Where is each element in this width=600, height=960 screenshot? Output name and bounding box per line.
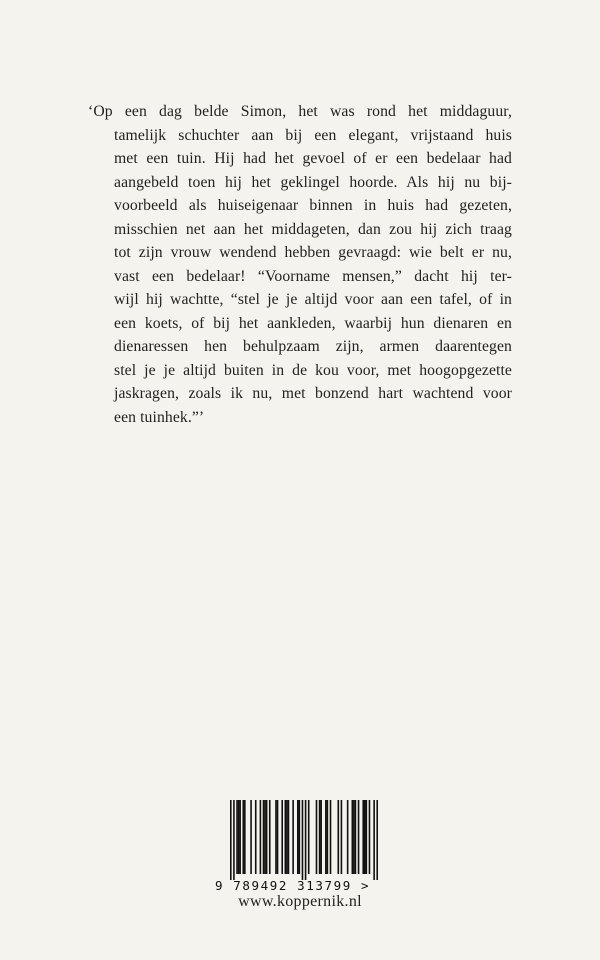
barcode-bar bbox=[239, 800, 241, 874]
blurb-line: vast een bedelaar! “Voorname mensen,” dacht hij ter- bbox=[114, 267, 512, 285]
barcode-bar bbox=[255, 800, 257, 874]
barcode-bars bbox=[230, 800, 378, 880]
blurb-line: met een tuin. Hij had het gevoel of er een bedelaar had bbox=[114, 150, 512, 167]
barcode-bar bbox=[305, 800, 307, 880]
blurb-line: voorbeeld als huiseigenaar binnen in huis had gezeten, bbox=[114, 197, 512, 214]
barcode-bar bbox=[238, 800, 240, 874]
publisher-website: www.koppernik.nl bbox=[238, 893, 362, 910]
barcode-bar bbox=[369, 800, 371, 874]
blurb-line: tamelijk schuchter aan bij een elegant, vrijstaand huis bbox=[114, 126, 512, 144]
blurb-line: een koets, of bij het aankleden, waarbij hun dienaren en bbox=[114, 314, 512, 332]
barcode-bar bbox=[260, 800, 262, 874]
barcode-bar bbox=[299, 800, 301, 874]
blurb-line: een tuinhek.”’ bbox=[114, 408, 205, 426]
barcode-bar bbox=[244, 800, 246, 874]
barcode-bar bbox=[275, 800, 277, 874]
barcode-bar bbox=[364, 800, 366, 874]
barcode-bar bbox=[269, 800, 271, 874]
barcode-bar bbox=[358, 800, 360, 874]
barcode-bar bbox=[264, 800, 266, 874]
blurb-line: tot zijn vrouw wendend hebben gevraagd: wie belt er nu, bbox=[114, 244, 512, 261]
barcode-bar bbox=[277, 800, 279, 874]
barcode-bar bbox=[233, 800, 235, 880]
barcode-bar bbox=[308, 800, 310, 874]
barcode-bar bbox=[250, 800, 252, 874]
barcode-bar bbox=[341, 800, 343, 874]
barcode-bar bbox=[230, 800, 232, 880]
blurb-line: stel je je altijd buiten in de kou voor, met hoogopgezette bbox=[114, 361, 512, 379]
barcode-bar bbox=[366, 800, 368, 874]
barcode-bar bbox=[286, 800, 288, 874]
barcode-bar bbox=[347, 800, 349, 874]
barcode-bar bbox=[330, 800, 332, 874]
barcode-bar bbox=[327, 800, 329, 874]
barcode-bar bbox=[319, 800, 321, 874]
barcode-bar bbox=[376, 800, 378, 880]
isbn-digits: 9 789492 313799 > bbox=[215, 878, 371, 893]
barcode-bar bbox=[266, 800, 268, 874]
barcode-bar bbox=[292, 800, 294, 874]
barcode-bar bbox=[302, 800, 304, 880]
blurb-line: ‘Op een dag belde Simon, het was rond het middaguur, bbox=[88, 103, 512, 120]
blurb-line: misschien net aan het middageten, dan zou hij zich traag bbox=[114, 220, 512, 238]
blurb-line: jaskragen, zoals ik nu, met bonzend hart wachtend voor bbox=[114, 385, 512, 402]
barcode-bar bbox=[281, 800, 283, 874]
blurb-line: wijl hij wachtte, “stel je je altijd voor aan een tafel, of in bbox=[114, 291, 512, 308]
barcode-bar bbox=[373, 800, 375, 880]
barcode-bar bbox=[325, 800, 327, 874]
barcode-bar bbox=[320, 800, 322, 874]
barcode-bar bbox=[352, 800, 354, 874]
barcode-bar bbox=[316, 800, 318, 874]
barcode-bar bbox=[263, 800, 265, 874]
blurb-line: aangebeld toen hij het geklingel hoorde. Als hij nu bij- bbox=[114, 173, 512, 191]
blurb-line: dienaressen hen behulpzaam zijn, armen daarentegen bbox=[114, 338, 512, 355]
barcode-bar bbox=[355, 800, 357, 874]
barcode-bar bbox=[285, 800, 287, 874]
barcode-bar bbox=[337, 800, 339, 874]
barcode-bar bbox=[236, 800, 238, 874]
barcode-bar bbox=[353, 800, 355, 874]
barcode-bar bbox=[362, 800, 364, 874]
blurb-text bbox=[88, 100, 512, 429]
barcode-bar bbox=[288, 800, 290, 874]
barcode-bar bbox=[242, 800, 244, 874]
barcode-bar bbox=[297, 800, 299, 874]
